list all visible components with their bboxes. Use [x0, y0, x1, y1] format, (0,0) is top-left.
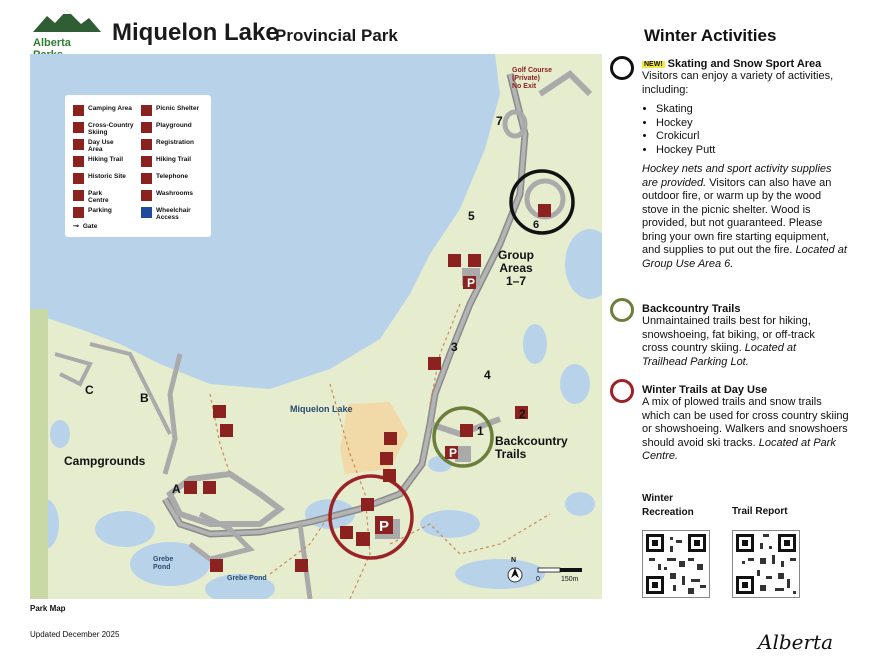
svg-text:P: P	[449, 446, 458, 460]
backcountry-section	[642, 303, 842, 369]
tent-icon	[73, 105, 84, 116]
section-body: Unmaintained trails best for hiking, snowshoeing, fat biking, or off-track cross country skiing. Located at Trailhead Parking Lot.	[642, 315, 815, 368]
loop-label: B	[140, 391, 149, 405]
loop-label: A	[172, 482, 181, 496]
panel-title: Winter Activities	[644, 26, 777, 45]
activity-item: • Skating	[656, 103, 847, 117]
registration-icon	[184, 481, 197, 494]
area-number: 7	[496, 114, 503, 128]
ski-icon	[210, 559, 223, 572]
picnic-table-icon	[468, 254, 481, 267]
washrooms-icon	[384, 432, 397, 445]
legend-item: Picnic Shelter	[141, 105, 204, 116]
day-use-ring-icon	[610, 379, 634, 403]
legend-item: Telephone	[141, 173, 204, 184]
mountain-logo-icon	[33, 10, 101, 32]
page-title: Miquelon Lake	[112, 19, 279, 46]
grebe-pond-label: Grebe Pond	[227, 575, 267, 582]
alberta-parks-logo	[33, 10, 101, 49]
legend-item: Park Centre	[73, 190, 114, 204]
map-legend	[65, 95, 211, 237]
parking-icon	[73, 207, 84, 218]
legend-item: Hiking Trail	[73, 156, 138, 167]
svg-text:P: P	[467, 276, 476, 290]
tent-icon	[203, 481, 216, 494]
alberta-logo: Alberta	[758, 630, 833, 654]
gate-icon: ⊸	[73, 223, 79, 230]
svg-text:P: P	[379, 518, 390, 535]
area-number: 2	[519, 407, 526, 421]
group-areas-label: Group Areas 1–7	[498, 248, 534, 288]
legend-item: Day Use Area	[73, 139, 118, 153]
legend-item: Camping Area	[73, 105, 138, 116]
activity-item: • Hockey	[656, 117, 847, 131]
skating-icon	[538, 204, 551, 217]
legend-item: Washrooms	[141, 190, 204, 201]
picnic-table-icon	[380, 452, 393, 465]
area-number: 1	[477, 424, 484, 438]
hiker-icon	[460, 424, 473, 437]
section-body: Hockey nets and sport activity supplies are provided. Visitors can also have an outdoor fire, or warm up by the wood stove in the picnic shelter. Wood is provided, but not guaranteed. Please bring your own fire starting equipment, and supplies to put out the fire. Located at Group Use Area 6.	[642, 163, 847, 270]
washrooms-icon	[340, 526, 353, 539]
park-centre-icon	[356, 532, 370, 546]
north-arrow-icon	[508, 568, 522, 582]
skating-section	[642, 58, 847, 271]
new-badge: NEW!	[644, 60, 663, 68]
wheelchair-icon	[141, 207, 152, 218]
legend-item: Cross-Country Skiing	[73, 122, 140, 136]
area-number: 6	[533, 219, 540, 231]
scale-150-label: 150m	[561, 576, 579, 583]
hiker-icon	[295, 559, 308, 572]
park-map[interactable]	[30, 54, 602, 599]
section-intro: Visitors can enjoy a variety of activities, including:	[642, 70, 834, 96]
park-centre-icon	[73, 190, 84, 201]
telephone-icon	[141, 173, 152, 184]
lake-label: Miquelon Lake	[290, 404, 353, 414]
picnic-shelter-icon	[448, 254, 461, 267]
qr-code-winter-recreation[interactable]	[642, 530, 710, 598]
picnic-shelter-icon	[383, 469, 396, 482]
hiker-icon	[141, 156, 152, 167]
area-number: 3	[451, 340, 458, 354]
grebe-pond-label: Grebe Pond	[153, 556, 174, 571]
hiker-icon	[73, 156, 84, 167]
page-subtitle: Provincial Park	[275, 26, 398, 45]
section-body: A mix of plowed trails and snow trails which can be used for cross country skiing or showshoeing. Walkers and snowshoers should avoid ski tracks. Located at Park Centre.	[642, 396, 849, 462]
legend-item: ⊸ Gate	[73, 223, 98, 230]
hiker-icon	[213, 405, 226, 418]
section-title: NEW! Skating and Snow Sport Area	[644, 58, 822, 70]
day-use-section	[642, 384, 852, 464]
registration-icon	[141, 139, 152, 150]
area-number: 5	[468, 209, 475, 223]
ski-icon	[73, 122, 84, 133]
map-caption: Park Map	[30, 604, 66, 613]
backcountry-ring-icon	[610, 298, 634, 322]
scale-bar	[538, 568, 582, 572]
picnic-table-icon	[73, 139, 84, 150]
activity-item: • Hockey Putt	[656, 144, 847, 158]
ski-icon	[220, 424, 233, 437]
logo-text: Alberta	[33, 37, 71, 49]
playground-icon	[141, 122, 152, 133]
qr-code-icon	[733, 531, 799, 597]
legend-item: Wheelchair Access	[141, 207, 200, 221]
picnic-shelter-icon	[361, 498, 374, 511]
legend-item: Hiking Trail	[141, 156, 204, 167]
backcountry-label: Backcountry Trails	[495, 434, 568, 461]
qr-label-winter: Winter Recreation	[642, 493, 694, 518]
area-number: 4	[484, 368, 491, 382]
picnic-shelter-icon	[141, 105, 152, 116]
legend-item: Historic Site	[73, 173, 138, 184]
legend-item: Parking	[73, 207, 138, 218]
activity-list	[642, 103, 847, 157]
scale-zero-label: 0	[536, 576, 540, 583]
legend-item: Registration	[141, 139, 204, 150]
qr-label-trail: Trail Report	[732, 506, 788, 517]
updated-note: Updated December 2025	[30, 630, 120, 639]
section-title: Backcountry Trails	[642, 303, 741, 315]
golf-course-label: Golf Course (Private) No Exit	[512, 67, 553, 90]
activity-item: • Crokicurl	[656, 130, 847, 144]
loop-label: C	[85, 383, 94, 397]
washrooms-icon	[141, 190, 152, 201]
skating-ring-icon	[610, 56, 634, 80]
hiker-icon	[428, 357, 441, 370]
section-title: Winter Trails at Day Use	[642, 384, 768, 396]
qr-code-icon	[643, 531, 709, 597]
qr-code-trail-report[interactable]	[732, 530, 800, 598]
campgrounds-label: Campgrounds	[64, 454, 146, 468]
historic-site-icon	[73, 173, 84, 184]
north-label: N	[511, 557, 517, 564]
legend-item: Playground	[141, 122, 204, 133]
